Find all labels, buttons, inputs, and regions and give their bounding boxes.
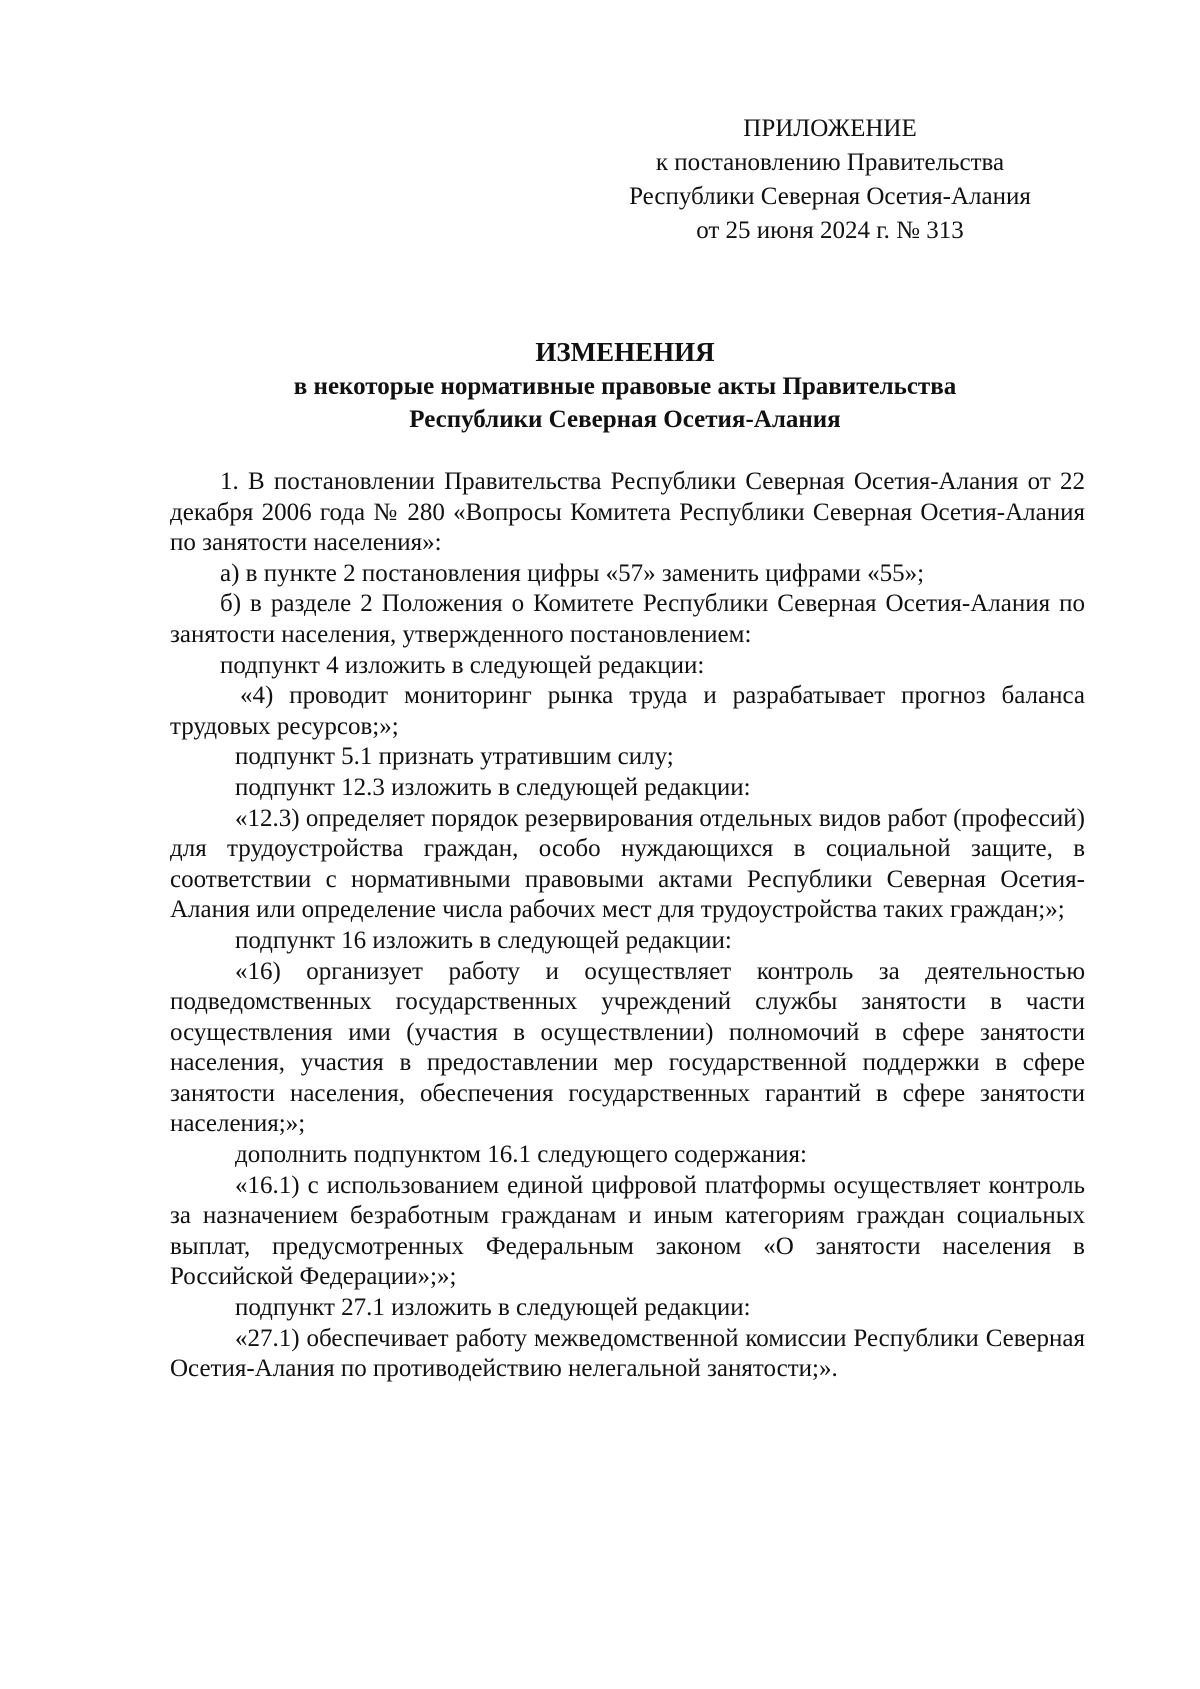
document-title: ИЗМЕНЕНИЯ: [535, 337, 715, 367]
document-subtitle-line-1: в некоторые нормативные правовые акты Правительства: [293, 373, 957, 400]
paragraph-subpoint-5-1: подпункт 5.1 признать утратившим силу;: [235, 743, 674, 771]
paragraph-subpoint-16-1-intro: дополнить подпунктом 16.1 следующего содержания:: [235, 1141, 807, 1169]
paragraph-subpoint-27-1-text: «27.1) обеспечивает работу межведомственной комиссии Республики Северная Осетия-Алания по противодействию нелегальной занятости;».: [170, 1324, 1085, 1383]
document-body: [170, 467, 1085, 1385]
paragraph-subpoint-12-3-text: «12.3) определяет порядок резервирования отдельных видов работ (профессий) для трудоустройства граждан, особо нуждающихся в социальной защите, в соответствии с нормативными правовыми актами Республики Северная Осетия-Алания или определение числа рабочих мест для трудоустройства таких граждан;»;: [170, 804, 1085, 924]
document-heading: [150, 334, 1100, 436]
paragraph-subpoint-16-intro: подпункт 16 изложить в следующей редакции:: [235, 926, 732, 954]
paragraph-subpoint-16-1-text: «16.1) с использованием единой цифровой платформы осуществляет контроль за назначением безработным гражданам и иным категориям граждан социальных выплат, предусмотренных Федеральным законом «О занятости населения в Российской Федерации»;»;: [170, 1171, 1085, 1291]
document-subtitle-line-2: Республики Северная Осетия-Алания: [409, 406, 841, 433]
paragraph-subpoint-4-intro: подпункт 4 изложить в следующей редакции:: [220, 651, 705, 679]
appendix-line-3: от 25 июня 2024 г. № 313: [696, 217, 964, 244]
appendix-header: [560, 112, 1100, 248]
paragraph-item-b: б) в разделе 2 Положения о Комитете Республики Северная Осетия-Алания по занятости населения, утвержденного постановлением:: [170, 590, 1085, 648]
appendix-line-2: Республики Северная Осетия-Алания: [629, 183, 1031, 210]
paragraph-subpoint-4-text: «4) проводит мониторинг рынка труда и разрабатывает прогноз баланса трудовых ресурсов;»;: [170, 682, 1085, 740]
appendix-line-1: к постановлению Правительства: [655, 149, 1005, 176]
appendix-title: ПРИЛОЖЕНИЕ: [743, 115, 917, 142]
paragraph-1: 1. В постановлении Правительства Республики Северная Осетия-Алания от 22 декабря 2006 года № 280 «Вопросы Комитета Республики Северная Осетия-Алания по занятости населения»:: [170, 468, 1085, 557]
paragraph-subpoint-12-3-intro: подпункт 12.3 изложить в следующей редакции:: [235, 773, 751, 801]
paragraph-subpoint-27-1-intro: подпункт 27.1 изложить в следующей редакции:: [235, 1294, 751, 1322]
paragraph-subpoint-16-text: «16) организует работу и осуществляет контроль за деятельностью подведомственных государственных учреждений службы занятости в части осуществления ими (участия в осуществлении) полномочий в сфере занятости населения, участия в предоставлении мер государственной поддержки в сфере занятости населения, обеспечения государственных гарантий в сфере занятости населения;»;: [170, 957, 1085, 1138]
paragraph-item-a: а) в пункте 2 постановления цифры «57» заменить цифрами «55»;: [220, 559, 925, 587]
